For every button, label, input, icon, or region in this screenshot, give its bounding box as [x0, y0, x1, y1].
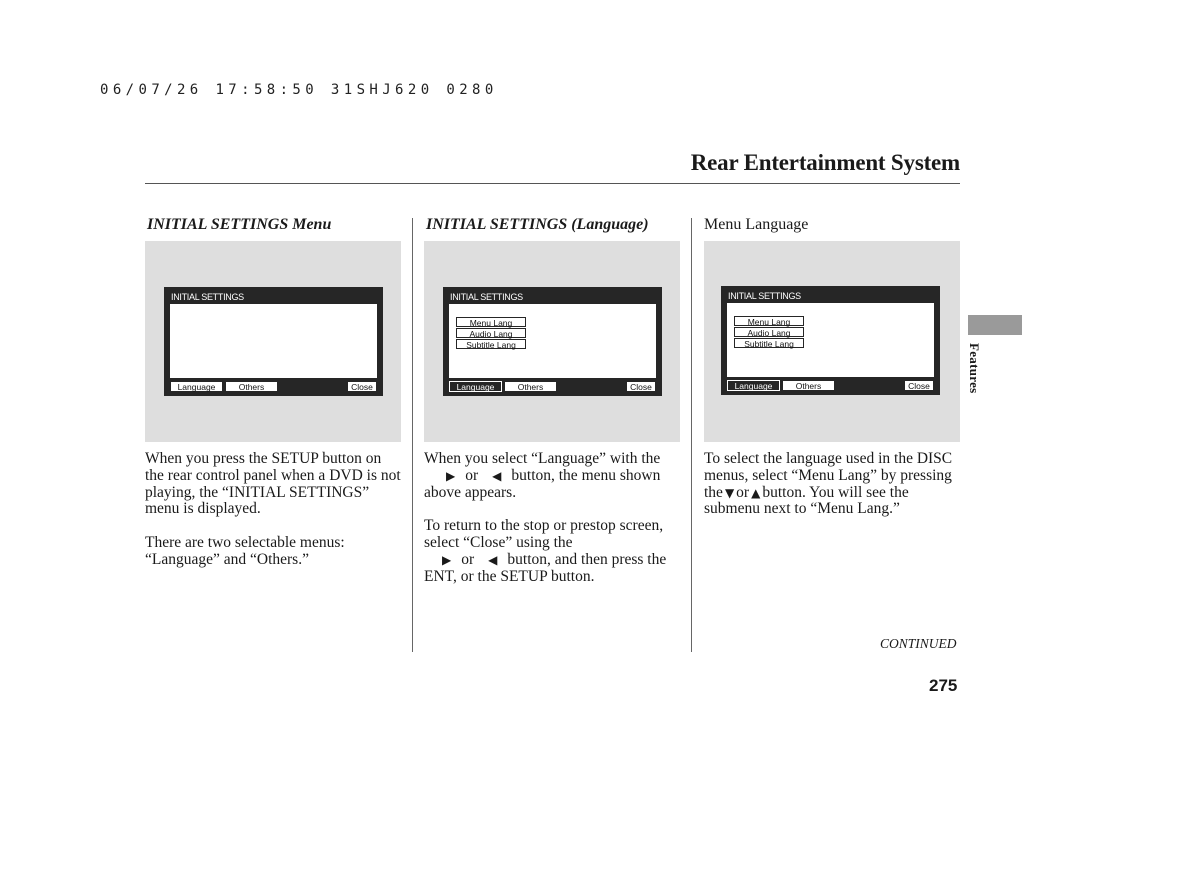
- submenu-audio-lang: Audio Lang: [456, 328, 526, 338]
- screen-display: [721, 286, 940, 395]
- up-triangle-icon: ▲: [751, 485, 761, 500]
- section-tab-label: Features: [967, 343, 982, 394]
- right-triangle-icon: ▶: [446, 468, 456, 483]
- screen-button-close: Close: [347, 381, 377, 392]
- screen-display: [164, 287, 383, 396]
- down-triangle-icon: ▼: [724, 485, 735, 500]
- column-2-text: [424, 451, 680, 602]
- screen-button-others: Others: [504, 381, 557, 392]
- screen-content-area: [727, 303, 934, 377]
- submenu-subtitle-lang: Subtitle Lang: [456, 339, 526, 349]
- screen-button-language: Language: [449, 381, 502, 392]
- page-number: 275: [929, 676, 958, 695]
- column-3-text: [704, 451, 960, 535]
- submenu-menu-lang: Menu Lang: [456, 317, 526, 327]
- submenu-menu-lang: Menu Lang: [734, 316, 804, 326]
- screen-button-language: Language: [727, 380, 780, 391]
- paragraph: There are two selectable menus: “Language” and “Others.”: [145, 533, 345, 568]
- title-rule: [145, 183, 960, 184]
- screen-title: INITIAL SETTINGS: [450, 292, 523, 302]
- submenu-subtitle-lang: Subtitle Lang: [734, 338, 804, 348]
- screen-title: INITIAL SETTINGS: [728, 291, 801, 301]
- screen-button-language: Language: [170, 381, 223, 392]
- left-triangle-icon: ◀: [492, 468, 502, 483]
- screen-illustration-menu-language: [704, 241, 960, 442]
- screen-button-close: Close: [626, 381, 656, 392]
- paragraph: When you press the SETUP button on the rear control panel when a DVD is not playing, the “INITIAL SETTINGS” menu is displayed.: [145, 450, 401, 518]
- paragraph: When you select “Language” with the▶ or ◀ button, the menu shown above appears.: [424, 450, 661, 501]
- page-title: Rear Entertainment System: [690, 150, 960, 175]
- section-heading-menu-language: Menu Language: [704, 216, 809, 233]
- screen-button-others: Others: [225, 381, 278, 392]
- column-divider: [691, 218, 692, 652]
- screen-content-area: [449, 304, 656, 378]
- screen-content-area: [170, 304, 377, 378]
- screen-illustration-initial-settings: [145, 241, 401, 442]
- section-heading-initial-settings-menu: INITIAL SETTINGS Menu: [147, 216, 332, 233]
- print-stamp: 06/07/26 17:58:50 31SHJ620 0280: [100, 82, 498, 98]
- column-1-text: [145, 451, 401, 585]
- right-triangle-icon: ▶: [442, 552, 452, 567]
- screen-display: [443, 287, 662, 396]
- section-tab-marker: [968, 315, 1022, 335]
- submenu-audio-lang: Audio Lang: [734, 327, 804, 337]
- section-heading-initial-settings-language: INITIAL SETTINGS (Language): [426, 216, 649, 233]
- screen-button-others: Others: [782, 380, 835, 391]
- column-divider: [412, 218, 413, 652]
- screen-button-close: Close: [904, 380, 934, 391]
- screen-title: INITIAL SETTINGS: [171, 292, 244, 302]
- left-triangle-icon: ◀: [488, 552, 498, 567]
- continued-label: CONTINUED: [880, 636, 957, 651]
- paragraph: To select the language used in the DISC menus, select “Menu Lang” by pressing the ▼ or ▲ button. You will see the submenu next to “Menu Lang.”: [704, 450, 953, 518]
- paragraph: To return to the stop or prestop screen, select “Close” using the ▶ or ◀ button, and then press the ENT, or the SETUP button.: [424, 517, 667, 585]
- screen-illustration-language: [424, 241, 680, 442]
